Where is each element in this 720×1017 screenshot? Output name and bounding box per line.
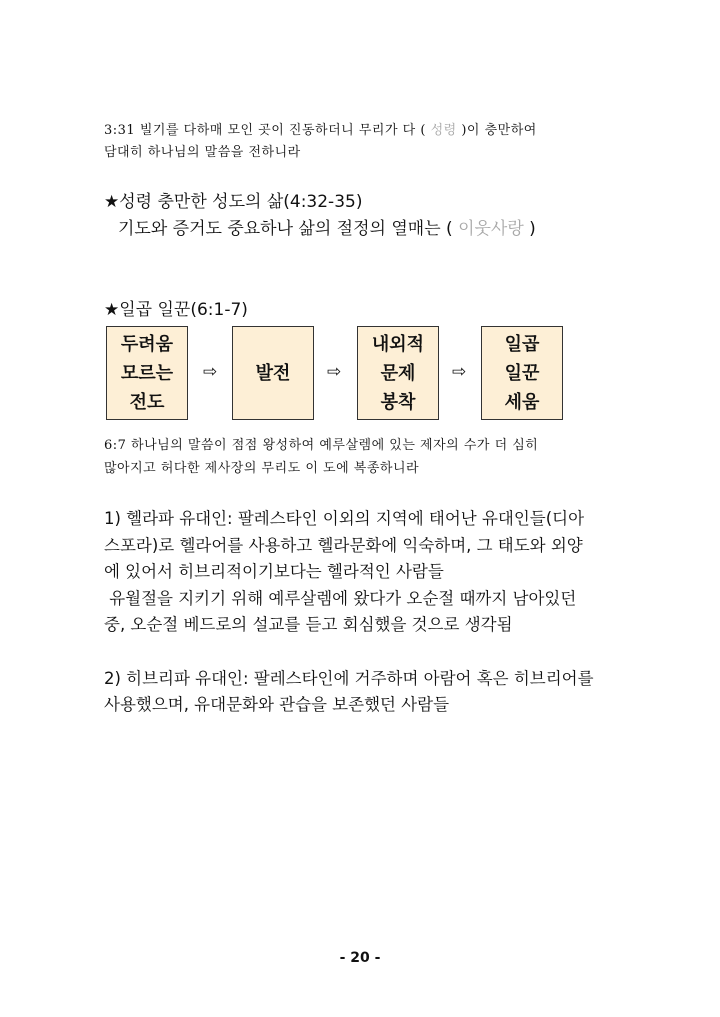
- note-hellenist-line-2: 스포라)로 헬라어를 사용하고 헬라문화에 익숙하며, 그 태도와 외양: [104, 536, 583, 555]
- verse-3-31-line-2: 담대히 하나님의 말씀을 전하니라: [104, 145, 301, 160]
- note-hellenist-line-1: 1) 헬라파 유대인: 팔레스타인 이외의 지역에 태어난 유대인들(디아: [104, 509, 585, 528]
- right-arrow-icon: ⇨: [327, 362, 342, 382]
- question-fruit-of-life: 기도와 증거도 중요하나 삶의 절정의 열매는 ( 이웃사랑 ): [118, 219, 536, 239]
- page-number: - 20 -: [339, 950, 381, 966]
- verse-6-7-line-1: 6:7 하나님의 말씀이 점점 왕성하여 예루살렘에 있는 제자의 수가 더 심히: [104, 438, 539, 453]
- flow-box-seven-workers: 일곱 일꾼 세움: [481, 326, 563, 420]
- flow-box-problems: 내외적 문제 봉착: [357, 326, 439, 420]
- section-heading-spirit-filled: ★성령 충만한 성도의 삶(4:32-35): [104, 192, 363, 212]
- fill-in-answer: 성령: [430, 123, 457, 138]
- note-hebraic-line-1: 2) 히브리파 유대인: 팔레스타인에 거주하며 아람어 혹은 히브리어를: [104, 669, 594, 688]
- note-hebraic-line-2: 사용했으며, 유대문화와 관습을 보존했던 사람들: [104, 695, 450, 714]
- note-hellenist-line-4: 유월절을 지키기 위해 예루살렘에 왔다가 오순절 때까지 남아있던: [104, 589, 577, 608]
- right-arrow-icon: ⇨: [203, 362, 218, 382]
- verse-3-31-line-1: 3:31 빌기를 다하매 모인 곳이 진동하더니 무리가 다 ( 성령 )이 충만하여: [104, 123, 537, 138]
- right-arrow-icon: ⇨: [452, 362, 467, 382]
- note-hellenist-line-5: 중, 오순절 베드로의 설교를 듣고 회심했을 것으로 생각됨: [104, 615, 513, 634]
- flow-box-fearless-evangelism: 두려움 모르는 전도: [106, 326, 188, 420]
- flow-box-growth: 발전: [232, 326, 314, 420]
- note-hellenist-line-3: 에 있어서 히브리적이기보다는 헬라적인 사람들: [104, 562, 444, 581]
- fill-in-answer: 이웃사랑: [458, 219, 524, 239]
- verse-6-7-line-2: 많아지고 허다한 제사장의 무리도 이 도에 복종하니라: [104, 461, 420, 476]
- section-heading-seven-workers: ★일곱 일꾼(6:1-7): [104, 300, 248, 320]
